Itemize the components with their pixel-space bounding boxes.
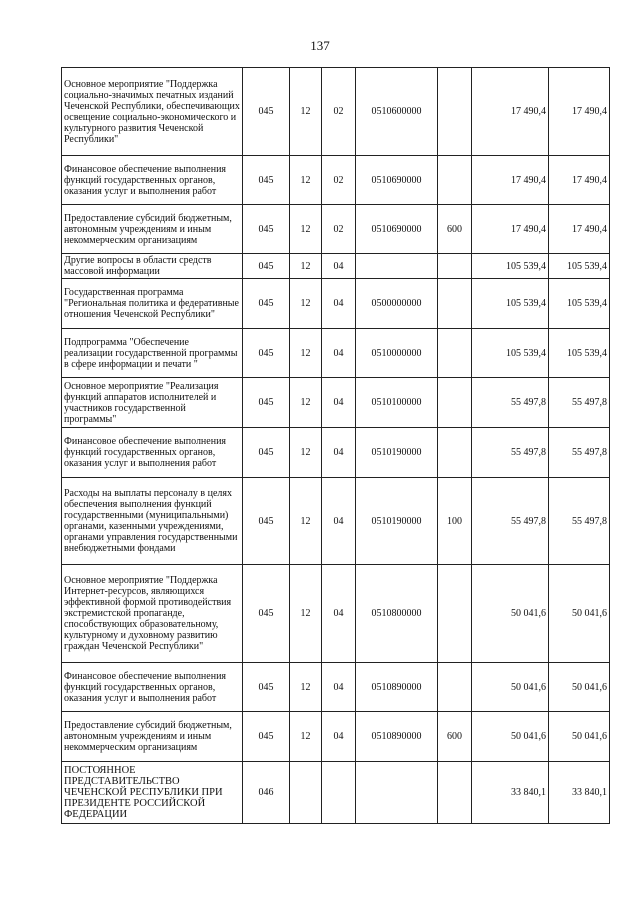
row-subsection bbox=[322, 762, 356, 824]
row-subsection: 04 bbox=[322, 565, 356, 663]
row-section: 12 bbox=[290, 68, 322, 156]
row-target: 0510000000 bbox=[356, 329, 438, 378]
row-sum2: 55 497,8 bbox=[549, 478, 610, 565]
row-sum1: 105 539,4 bbox=[472, 254, 549, 279]
row-name: Основное мероприятие "Поддержка социально-значимых печатных изданий Чеченской Республики, обеспечивающих освещение социально-экономического и культурного развития Чеченской Республики" bbox=[62, 68, 243, 156]
row-type bbox=[438, 428, 472, 478]
row-target: 0510890000 bbox=[356, 663, 438, 712]
row-name: ПОСТОЯННОЕ ПРЕДСТАВИТЕЛЬСТВО ЧЕЧЕНСКОЙ РЕСПУБЛИКИ ПРИ ПРЕЗИДЕНТЕ РОССИЙСКОЙ ФЕДЕРАЦИИ bbox=[62, 762, 243, 824]
table-row bbox=[62, 762, 610, 824]
budget-table bbox=[61, 67, 610, 824]
row-sum2: 17 490,4 bbox=[549, 156, 610, 205]
row-sum2: 55 497,8 bbox=[549, 378, 610, 428]
row-sum2: 17 490,4 bbox=[549, 68, 610, 156]
row-sum2: 105 539,4 bbox=[549, 329, 610, 378]
row-sum2: 50 041,6 bbox=[549, 663, 610, 712]
row-section bbox=[290, 762, 322, 824]
row-section: 12 bbox=[290, 205, 322, 254]
row-sum1: 17 490,4 bbox=[472, 68, 549, 156]
table-row bbox=[62, 254, 610, 279]
row-ministry: 045 bbox=[243, 428, 290, 478]
row-ministry: 045 bbox=[243, 478, 290, 565]
table-row bbox=[62, 428, 610, 478]
row-target: 0510600000 bbox=[356, 68, 438, 156]
row-name: Основное мероприятие "Реализация функций аппаратов исполнителей и участников государственной программы" bbox=[62, 378, 243, 428]
row-ministry: 045 bbox=[243, 663, 290, 712]
row-name: Финансовое обеспечение выполнения функций государственных органов, оказания услуг и выполнения работ bbox=[62, 428, 243, 478]
row-sum2: 105 539,4 bbox=[549, 254, 610, 279]
row-target: 0510690000 bbox=[356, 156, 438, 205]
row-ministry: 045 bbox=[243, 378, 290, 428]
row-sum1: 55 497,8 bbox=[472, 478, 549, 565]
row-type bbox=[438, 663, 472, 712]
row-type bbox=[438, 378, 472, 428]
row-target: 0510690000 bbox=[356, 205, 438, 254]
row-section: 12 bbox=[290, 329, 322, 378]
row-subsection: 04 bbox=[322, 712, 356, 762]
table-row bbox=[62, 329, 610, 378]
row-name: Финансовое обеспечение выполнения функций государственных органов, оказания услуг и выполнения работ bbox=[62, 663, 243, 712]
row-section: 12 bbox=[290, 712, 322, 762]
row-name: Расходы на выплаты персоналу в целях обеспечения выполнения функций государственными (муниципальными) органами, казенными учреждениями, органами управления государственными внебюджетными фондами bbox=[62, 478, 243, 565]
row-section: 12 bbox=[290, 663, 322, 712]
row-subsection: 04 bbox=[322, 663, 356, 712]
row-subsection: 02 bbox=[322, 205, 356, 254]
row-sum1: 50 041,6 bbox=[472, 712, 549, 762]
row-type bbox=[438, 565, 472, 663]
row-target: 0510890000 bbox=[356, 712, 438, 762]
row-subsection: 04 bbox=[322, 428, 356, 478]
table-row bbox=[62, 565, 610, 663]
row-ministry: 045 bbox=[243, 156, 290, 205]
row-subsection: 04 bbox=[322, 478, 356, 565]
row-ministry: 045 bbox=[243, 329, 290, 378]
row-type bbox=[438, 279, 472, 329]
row-name: Подпрограмма "Обеспечение реализации государственной программы в сфере информации и печати " bbox=[62, 329, 243, 378]
row-section: 12 bbox=[290, 478, 322, 565]
row-target: 0510100000 bbox=[356, 378, 438, 428]
row-target: 0510190000 bbox=[356, 428, 438, 478]
row-sum2: 55 497,8 bbox=[549, 428, 610, 478]
row-type bbox=[438, 329, 472, 378]
row-section: 12 bbox=[290, 254, 322, 279]
row-section: 12 bbox=[290, 428, 322, 478]
row-type bbox=[438, 68, 472, 156]
table-row bbox=[62, 68, 610, 156]
row-sum1: 105 539,4 bbox=[472, 329, 549, 378]
row-subsection: 04 bbox=[322, 254, 356, 279]
row-sum1: 33 840,1 bbox=[472, 762, 549, 824]
row-name: Предоставление субсидий бюджетным, автономным учреждениям и иным некоммерческим организациям bbox=[62, 205, 243, 254]
row-sum1: 50 041,6 bbox=[472, 565, 549, 663]
row-ministry: 045 bbox=[243, 712, 290, 762]
row-subsection: 04 bbox=[322, 378, 356, 428]
row-section: 12 bbox=[290, 156, 322, 205]
row-name: Основное мероприятие "Поддержка Интернет-ресурсов, являющихся эффективной формой противодействия экстремистской пропаганде, способствующих образовательному, культурному и духовному развитию граждан Чеченской Республики" bbox=[62, 565, 243, 663]
row-ministry: 045 bbox=[243, 254, 290, 279]
table-row bbox=[62, 279, 610, 329]
row-name: Финансовое обеспечение выполнения функций государственных органов, оказания услуг и выполнения работ bbox=[62, 156, 243, 205]
table-row bbox=[62, 156, 610, 205]
row-type bbox=[438, 762, 472, 824]
row-subsection: 02 bbox=[322, 68, 356, 156]
row-name: Государственная программа "Региональная политика и федеративные отношения Чеченской Республики" bbox=[62, 279, 243, 329]
row-subsection: 04 bbox=[322, 329, 356, 378]
row-target: 0510190000 bbox=[356, 478, 438, 565]
row-section: 12 bbox=[290, 279, 322, 329]
row-type: 100 bbox=[438, 478, 472, 565]
row-sum1: 50 041,6 bbox=[472, 663, 549, 712]
table-row bbox=[62, 378, 610, 428]
table-row bbox=[62, 478, 610, 565]
row-type bbox=[438, 254, 472, 279]
row-sum1: 105 539,4 bbox=[472, 279, 549, 329]
row-sum1: 55 497,8 bbox=[472, 428, 549, 478]
row-ministry: 045 bbox=[243, 279, 290, 329]
row-sum1: 17 490,4 bbox=[472, 205, 549, 254]
row-section: 12 bbox=[290, 565, 322, 663]
row-ministry: 045 bbox=[243, 565, 290, 663]
row-sum2: 33 840,1 bbox=[549, 762, 610, 824]
row-target: 0510800000 bbox=[356, 565, 438, 663]
row-subsection: 04 bbox=[322, 279, 356, 329]
row-ministry: 045 bbox=[243, 205, 290, 254]
row-target bbox=[356, 254, 438, 279]
row-type bbox=[438, 156, 472, 205]
table-row bbox=[62, 663, 610, 712]
row-sum1: 17 490,4 bbox=[472, 156, 549, 205]
row-name: Другие вопросы в области средств массовой информации bbox=[62, 254, 243, 279]
row-ministry: 045 bbox=[243, 68, 290, 156]
row-type: 600 bbox=[438, 205, 472, 254]
table-row bbox=[62, 205, 610, 254]
row-type: 600 bbox=[438, 712, 472, 762]
table-row bbox=[62, 712, 610, 762]
row-sum2: 105 539,4 bbox=[549, 279, 610, 329]
row-sum2: 17 490,4 bbox=[549, 205, 610, 254]
row-sum2: 50 041,6 bbox=[549, 565, 610, 663]
row-target: 0500000000 bbox=[356, 279, 438, 329]
row-sum1: 55 497,8 bbox=[472, 378, 549, 428]
row-ministry: 046 bbox=[243, 762, 290, 824]
row-subsection: 02 bbox=[322, 156, 356, 205]
row-name: Предоставление субсидий бюджетным, автономным учреждениям и иным некоммерческим организациям bbox=[62, 712, 243, 762]
page-number: 137 bbox=[310, 38, 330, 53]
row-sum2: 50 041,6 bbox=[549, 712, 610, 762]
row-section: 12 bbox=[290, 378, 322, 428]
row-target bbox=[356, 762, 438, 824]
